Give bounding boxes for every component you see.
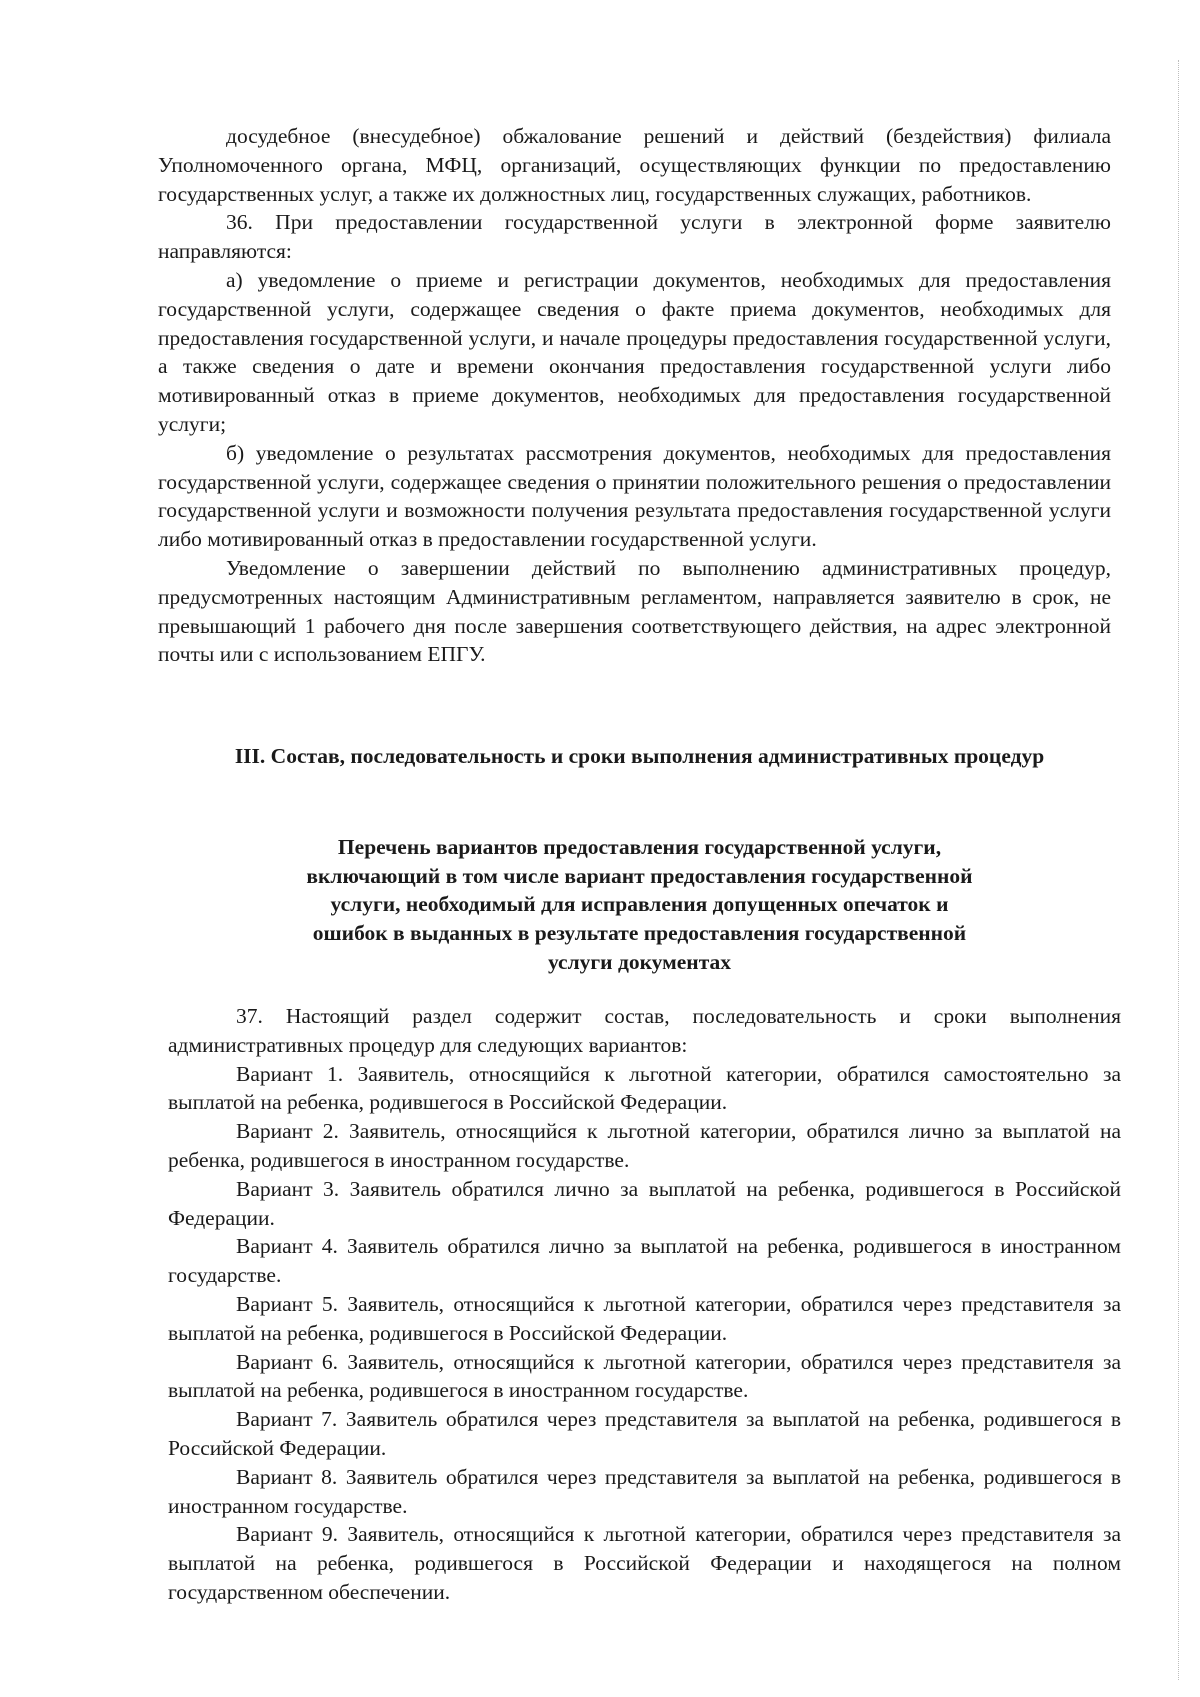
variant-5: Вариант 5. Заявитель, относящийся к льготной категории, обратился через представителя за выплатой на ребенка, родившегося в Российской Федерации.	[168, 1291, 1121, 1345]
variant-4: Вариант 4. Заявитель обратился лично за выплатой на ребенка, родившегося в иностранном государстве.	[168, 1234, 1121, 1288]
paragraph-37: 37. Настоящий раздел содержит состав, последовательность и сроки выполнения административных процедур для следующих вариантов:	[168, 1004, 1121, 1057]
headings-block	[158, 742, 1121, 977]
paragraph-appeal-continuation: досудебное (внесудебное) обжалование решений и действий (бездействия) филиала Уполномоченного органа, МФЦ, организаций, осуществляющих функции по предоставлению государственных услуг, а также их должностных лиц, государственных служащих, работников.	[158, 124, 1111, 206]
variant-1: Вариант 1. Заявитель, относящийся к льготной категории, обратился самостоятельно за выплатой на ребенка, родившегося в Российской Федерации.	[168, 1061, 1121, 1115]
paragraph-36-a: а) уведомление о приеме и регистрации документов, необходимых для предоставления государственной услуги, содержащее сведения о факте приема документов, необходимых для предоставления государственной услуги, и начале процедуры предоставления государственной услуги, а также сведения о дате и времени окончания предоставления государственной услуги либо мотивированный отказ в приеме документов, необходимых для предоставления государственной услуги;	[158, 267, 1111, 436]
paragraph-notification: Уведомление о завершении действий по выполнению административных процедур, предусмотренных настоящим Административным регламентом, направляется заявителю в срок, не превышающий 1 рабочего дня после завершения соответствующего действия, на адрес электронной почты или с использованием ЕПГУ.	[158, 555, 1111, 667]
text-block-bottom	[168, 1002, 1121, 1607]
variant-8: Вариант 8. Заявитель обратился через представителя за выплатой на ребенка, родившегося в иностранном государстве.	[168, 1464, 1121, 1518]
section-heading: III. Состав, последовательность и сроки выполнения административных процедур	[234, 744, 1045, 768]
text-block-top	[158, 122, 1111, 669]
variant-7: Вариант 7. Заявитель обратился через представителя за выплатой на ребенка, родившегося в Российской Федерации.	[168, 1407, 1121, 1460]
variant-2: Вариант 2. Заявитель, относящийся к льготной категории, обратился лично за выплатой на ребенка, родившегося в иностранном государстве.	[168, 1119, 1121, 1172]
subheading: Перечень вариантов предоставления государственной услуги, включающий в том числе вариант предоставления государственной услуги, необходимый для исправления допущенных опечаток и ошибок в выданных в результате предоставления государственной услуги документах	[306, 834, 973, 974]
paragraph-36-b: б) уведомление о результатах рассмотрения документов, необходимых для предоставления государственной услуги, содержащее сведения о принятии положительного решения о предоставлении государственной услуги и возможности получения результата предоставления государственной услуги либо мотивированный отказ в предоставлении государственной услуги.	[158, 440, 1111, 552]
paragraph-36: 36. При предоставлении государственной услуги в электронной форме заявителю направляются:	[158, 210, 1111, 264]
variant-6: Вариант 6. Заявитель, относящийся к льготной категории, обратился через представителя за выплатой на ребенка, родившегося в иностранном государстве.	[168, 1349, 1121, 1403]
variant-3: Вариант 3. Заявитель обратился лично за выплатой на ребенка, родившегося в Российской Федерации.	[168, 1176, 1121, 1230]
variant-9: Вариант 9. Заявитель, относящийся к льготной категории, обратился через представителя за выплатой на ребенка, родившегося в Российской Федерации и находящегося на полном государственном обеспечении.	[168, 1522, 1121, 1604]
scan-edge-line	[1178, 60, 1179, 1680]
